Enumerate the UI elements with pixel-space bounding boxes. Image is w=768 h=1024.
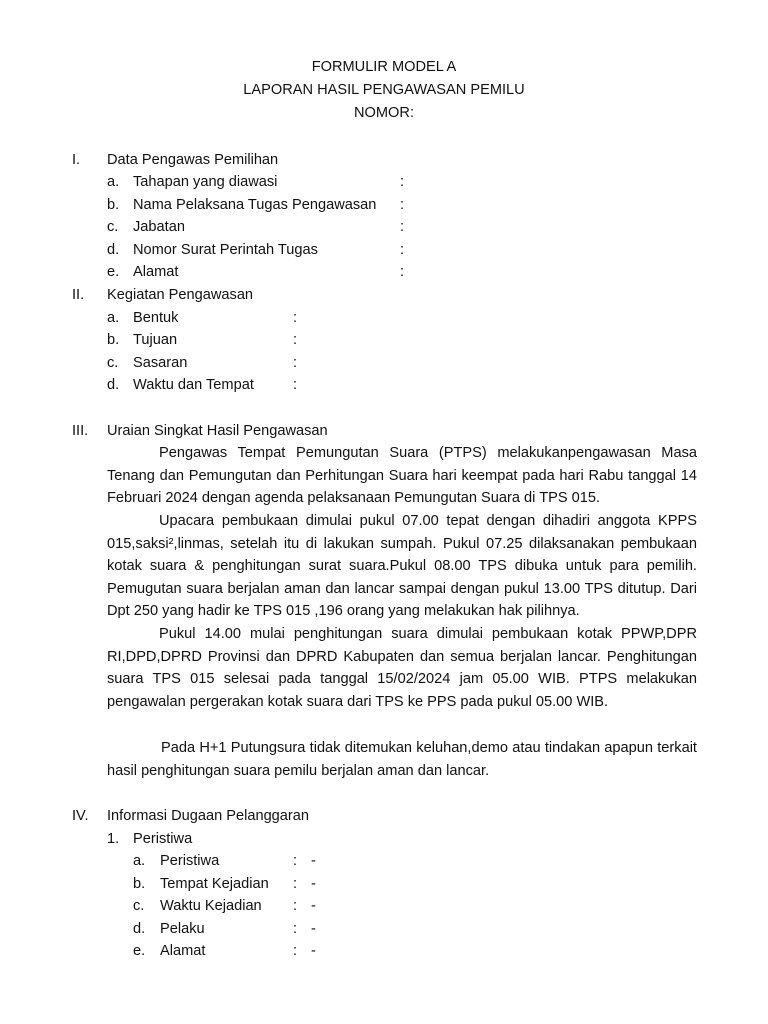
- section-3-numeral: III.: [72, 423, 89, 439]
- incident-item-colon: :: [293, 921, 298, 937]
- summary-paragraph: Pukul 14.00 mulai penghitungan suara dimulai pembukaan kotak PPWP,DPR RI,DPD,DPRD Provinsi dan DPRD Kabupaten dan semua berjalan lancar. Penghitungan suara TPS 015 selesai pada tanggal 15/02/2024 jam 05.00 WIB. PTPS melakukan pengawalan pergerakan kotak suara dari TPS ke PPS pada pukul 05.00 WIB.: [107, 626, 697, 710]
- incident-item-value: -: [311, 876, 316, 892]
- section-2-numeral: II.: [72, 287, 85, 303]
- incident-item-letter: b.: [133, 876, 146, 892]
- section-2-item-colon: :: [293, 332, 298, 348]
- incident-item-colon: :: [293, 853, 298, 869]
- section-1-numeral: I.: [72, 152, 81, 168]
- section-1-item-colon: :: [400, 219, 405, 235]
- section-1-item-letter: d.: [107, 242, 120, 258]
- section-2-item-label: Tujuan: [133, 332, 178, 348]
- number-label: NOMOR:: [354, 105, 414, 121]
- section-2-title: Kegiatan Pengawasan: [107, 287, 254, 303]
- section-3-title: Uraian Singkat Hasil Pengawasan: [107, 423, 328, 439]
- incident-item-value: -: [311, 898, 316, 914]
- incident-item-value: -: [311, 853, 316, 869]
- section-2-item-letter: c.: [107, 355, 119, 371]
- summary-paragraph: Pada H+1 Putungsura tidak ditemukan keluhan,demo atau tindakan apapun terkait hasil penghitungan suara pemilu berjalan aman dan lancar.: [107, 740, 697, 779]
- section-1-title: Data Pengawas Pemilihan: [107, 152, 279, 168]
- incident-item-letter: a.: [133, 853, 146, 869]
- section-1-item-letter: c.: [107, 219, 119, 235]
- section-2-item-label: Waktu dan Tempat: [133, 377, 254, 393]
- section-4-numeral: IV.: [72, 808, 89, 824]
- incident-item-value: -: [311, 943, 316, 959]
- incident-item-label: Tempat Kejadian: [160, 876, 269, 892]
- section-1-item-label: Alamat: [133, 264, 179, 280]
- summary-paragraph: Upacara pembukaan dimulai pukul 07.00 tepat dengan dihadiri anggota KPPS 015,saksi²,linmas, setelah itu di lakukan sumpah. Pukul 07.25 dilaksanakan pembukaan kotak suara & penghitungan surat suara.Pukul 08.00 TPS dibuka untuk para pemilih. Pemugutan suara berjalan aman dan lancar sampai dengan pukul 13.00 TPS ditutup. Dari Dpt 250 yang hadir ke TPS 015 ,196 orang yang melakukan hak pilihnya.: [107, 513, 697, 620]
- incident-item-value: -: [311, 921, 316, 937]
- form-title: FORMULIR MODEL A: [311, 59, 457, 75]
- section-2-item-label: Sasaran: [133, 355, 188, 371]
- section-1-item-label: Nomor Surat Perintah Tugas: [133, 242, 318, 258]
- section-1-item-label: Jabatan: [133, 219, 185, 235]
- section-2-item-label: Bentuk: [133, 310, 179, 326]
- section-1-item-colon: :: [400, 197, 405, 213]
- section-1-item-letter: e.: [107, 264, 120, 280]
- incident-item-colon: :: [293, 943, 298, 959]
- incident-item-letter: d.: [133, 921, 146, 937]
- section-1-item-label: Nama Pelaksana Tugas Pengawasan: [133, 197, 377, 213]
- section-2-item-letter: b.: [107, 332, 120, 348]
- section-2-item-letter: a.: [107, 310, 120, 326]
- section-2-item-colon: :: [293, 355, 298, 371]
- report-title: LAPORAN HASIL PENGAWASAN PEMILU: [243, 82, 525, 98]
- section-1-item-letter: b.: [107, 197, 120, 213]
- incident-item-colon: :: [293, 876, 298, 892]
- section-2-item-colon: :: [293, 310, 298, 326]
- summary-paragraph: Pengawas Tempat Pemungutan Suara (PTPS) melakukanpengawasan Masa Tenang dan Pemungutan dan Perhitungan Suara hari keempat pada hari Rabu tanggal 14 Februari 2024 dengan agenda pelaksanaan Pemungutan Suara di TPS 015.: [107, 445, 697, 507]
- section-1-item-colon: :: [400, 242, 405, 258]
- subsection-number: 1.: [107, 831, 120, 847]
- section-1-item-label: Tahapan yang diawasi: [133, 174, 278, 190]
- section-2-item-colon: :: [293, 377, 298, 393]
- section-1-item-colon: :: [400, 174, 405, 190]
- subsection-title: Peristiwa: [133, 831, 193, 847]
- incident-item-label: Peristiwa: [160, 853, 220, 869]
- incident-item-letter: e.: [133, 943, 146, 959]
- section-1-item-letter: a.: [107, 174, 120, 190]
- section-1-item-colon: :: [400, 264, 405, 280]
- section-4-title: Informasi Dugaan Pelanggaran: [107, 808, 310, 824]
- section-2-item-letter: d.: [107, 377, 120, 393]
- incident-item-colon: :: [293, 898, 298, 914]
- incident-item-letter: c.: [133, 898, 145, 914]
- incident-item-label: Waktu Kejadian: [160, 898, 262, 914]
- incident-item-label: Pelaku: [160, 921, 205, 937]
- incident-item-label: Alamat: [160, 943, 206, 959]
